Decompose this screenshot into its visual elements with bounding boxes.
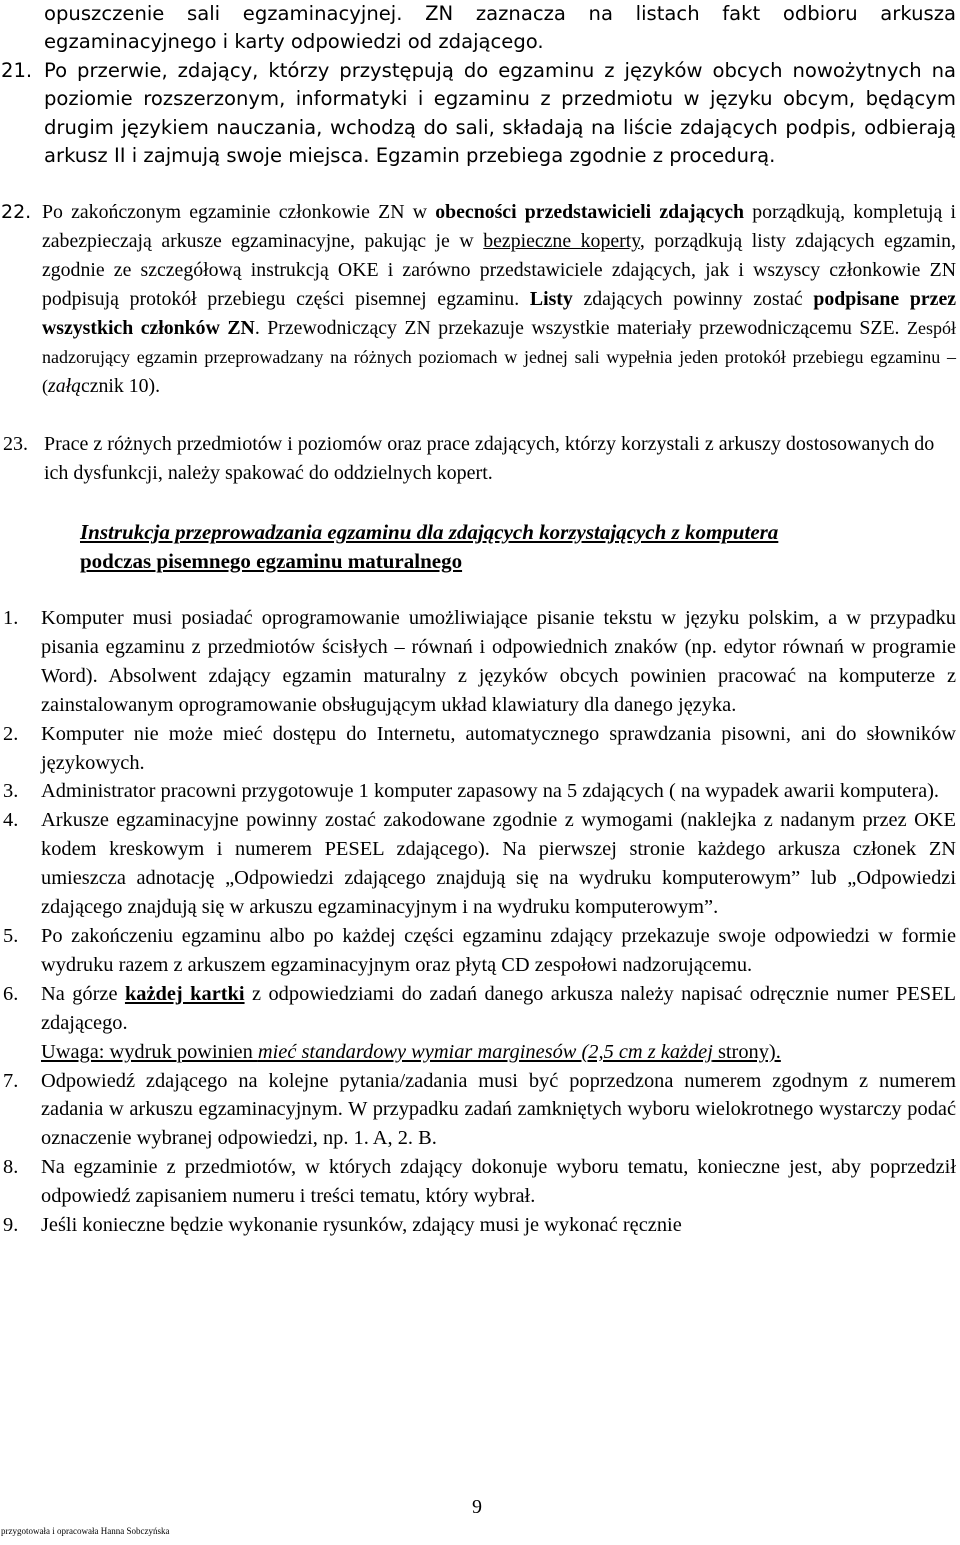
text-run: Po zakończonym egzaminie członkowie ZN w [42, 201, 436, 223]
item-text: Komputer nie może mieć dostępu do Internetu, automatycznego sprawdzania pisowni, ani do słowników językowych. [41, 722, 956, 774]
item-number: 9. [3, 1214, 19, 1237]
bold-run: Listy [529, 288, 573, 310]
italic-run: mieć standardowy wymiar marginesów (2,5 cm z każdej [257, 1040, 713, 1063]
item-number: 21. [1, 58, 33, 82]
item-text: Po przerwie, zdający, którzy przystępują do egzaminu z języków obcych nowożytnych na poziomie rozszerzonym, informatyki i egzaminu z przedmiotu w języku obcym, będącym drugim językiem nauczania, wchodzą do sali, składają na liście zdających podpis, odbierają arkusz II i zajmują swoje miejsca. Egzamin przebiega zgodnie z procedurą. [44, 58, 956, 168]
text-run: cznik 10). [80, 375, 161, 397]
item-text: Po zakończeniu egzaminu albo po każdej części egzaminu zdający przekazuje swoje odpowiedzi w formie wydruku razem z arkuszem egzaminacyjnym oraz płytą CD zespołowi nadzorującemu. [41, 924, 956, 976]
small-run: Zespół nadzorujący egzamin przeprowadzany na różnych poziomach w jednej sali wypełnia jeden protokół przebiegu egzaminu – ( [42, 318, 956, 396]
item-number: 6. [3, 982, 19, 1005]
list-item [0, 1153, 956, 1211]
item-22 [0, 198, 956, 401]
list-item [0, 720, 956, 778]
item-text: Odpowiedź zdającego na kolejne pytania/zadania musi być poprzedzona numerem zgodnym z numerem zadania w arkuszu egzaminacyjnym. W przypadku zadań zamkniętych wyboru wielokrotnego wystarczy podać oznaczenie wybranej odpowiedzi, np. 1. A, 2. B. [41, 1069, 956, 1150]
item-number: 1. [3, 607, 19, 629]
list-item [0, 604, 956, 720]
note [41, 1041, 781, 1063]
intro-text: opuszczenie sali egzaminacyjnej. ZN zaznacza na listach fakt odbioru arkusza egzaminacyjnego i karty odpowiedzi od zdającego. [44, 2, 956, 54]
item-text: Na egzaminie z przedmiotów, w których zdający dokonuje wyboru tematu, konieczne jest, aby poprzedził odpowiedź zapisaniem numeru i treści tematu, który wybrał. [41, 1156, 956, 1208]
item-number: 23. [3, 433, 28, 455]
bold-run: obecności przedstawicieli zdających [435, 201, 744, 223]
text-run: Na górze [41, 982, 125, 1005]
section-heading [80, 518, 960, 576]
item-number: 2. [3, 722, 19, 745]
heading-line-2: podczas pisemnego egzaminu maturalnego [80, 549, 463, 573]
bold-run: podpisane przez wszystkich członków ZN [42, 288, 956, 339]
note-label: Uwaga: wydruk powinien [41, 1040, 258, 1063]
item-number: 8. [3, 1156, 19, 1179]
top-section [0, 0, 956, 170]
item-21 [0, 57, 956, 171]
text-run: , porządkują listy zdających egzamin, zgodnie ze szczegółową instrukcją OKE i zarówno przedstawiciele zdających, jak i wszyscy członkowie ZN podpisują protokół przebiegu części pisemnej egzaminu. [42, 230, 956, 310]
item-number: 22. [1, 201, 32, 223]
instruction-list [0, 604, 956, 1240]
item-text: Arkusze egzaminacyjne powinny zostać zakodowane zgodnie z wymogami (naklejka z nadanym przez OKE kodem kreskowym i numerem PESEL zdającego). Na pierwszej stronie każdego arkusza członek ZN umieszcza adnotację „Odpowiedzi zdającego znajdują się na wydruku komputerowym” lub „Odpowiedzi zdającego znajdują się w arkuszu egzaminacyjnym i na wydruku komputerowym”. [41, 809, 956, 919]
footer-credit: przygotowała i opracowała Hanna Sobczyńska [1, 1526, 170, 1536]
item-text: Prace z różnych przedmiotów i poziomów oraz prace zdających, którzy korzystali z arkuszy dostosowanych do ich dysfunkcji, należy spakować do oddzielnych kopert. [44, 433, 935, 484]
list-item [0, 1211, 956, 1240]
underlined-run: bezpieczne koperty [483, 230, 640, 252]
list-item [0, 1067, 956, 1154]
list-item [0, 806, 956, 922]
text-run: z odpowiedziami do zadań danego arkusza należy napisać odręcznie numer PESEL zdającego. [41, 982, 956, 1034]
list-item [0, 777, 956, 806]
item-number: 7. [3, 1069, 19, 1092]
item-23 [0, 430, 956, 488]
text-run: porządkują, kompletują i zabezpieczają arkusze egzaminacyjne, pakując je w [42, 201, 956, 252]
item-text: Komputer musi posiadać oprogramowanie umożliwiające pisanie tekstu w języku polskim, a w przypadku pisania egzaminu z przedmiotów ścisłych – równań i odpowiednich znaków (np. edytor równań w programie Word). Absolwent zdający egzamin maturalny z języków obcych powinien pracować na komputerze z zainstalowanym oprogramowanie obsługującym układ klawiatury dla danego języka. [41, 607, 956, 716]
list-item [0, 980, 956, 1067]
item-text: Jeśli konieczne będzie wykonanie rysunków, zdający musi je wykonać ręcznie [41, 1214, 682, 1237]
item-number: 3. [3, 780, 19, 803]
italic-run: załą [48, 375, 81, 397]
bold-underlined-run: każdej kartki [124, 982, 245, 1005]
page-number: 9 [472, 1496, 482, 1518]
list-item [0, 922, 956, 980]
text-run: strony). [712, 1040, 781, 1063]
item-text [41, 980, 956, 1067]
item-text [42, 198, 956, 401]
item-number: 4. [3, 809, 19, 832]
text-run: . Przewodniczący ZN przekazuje wszystkie materiały przewodniczącemu SZE. [254, 317, 907, 339]
heading-line-1: Instrukcja przeprowadzania egzaminu dla zdających korzystających z komputera [80, 520, 779, 544]
item-text: Administrator pracowni przygotowuje 1 komputer zapasowy na 5 zdających ( na wypadek awarii komputera). [41, 780, 940, 803]
item-number: 5. [3, 924, 19, 947]
text-run: zdających powinny zostać [572, 288, 814, 310]
